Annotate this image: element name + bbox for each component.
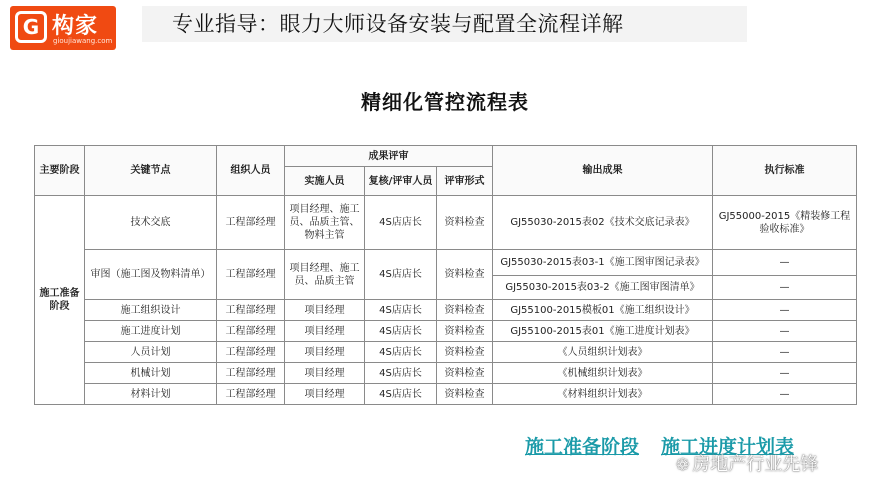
headline: 专业指导：眼力大师设备安装与配置全流程详解 (172, 12, 624, 36)
header-node: 关键节点 (85, 146, 217, 196)
node-cell: 人员计划 (85, 342, 217, 363)
node-cell: 机械计划 (85, 363, 217, 384)
organizer-cell: 工程部经理 (217, 384, 285, 405)
form-cell: 资料检查 (437, 196, 493, 250)
implementer-cell: 项目经理、施工员、品质主管、物料主管 (285, 196, 365, 250)
standard-cell: — (713, 363, 857, 384)
node-cell: 施工组织设计 (85, 300, 217, 321)
standard-cell: — (713, 300, 857, 321)
watermark (676, 450, 818, 476)
organizer-cell: 工程部经理 (217, 342, 285, 363)
logo-name: 构家 (52, 14, 99, 39)
table-row (35, 363, 857, 384)
standard-cell: — (713, 250, 857, 276)
implementer-cell: 项目经理 (285, 300, 365, 321)
implementer-cell: 项目经理 (285, 321, 365, 342)
form-cell: 资料检查 (437, 342, 493, 363)
form-cell: 资料检查 (437, 250, 493, 300)
implementer-cell: 项目经理、施工员、品质主管 (285, 250, 365, 300)
organizer-cell: 工程部经理 (217, 300, 285, 321)
implementer-cell: 项目经理 (285, 342, 365, 363)
table-row (35, 384, 857, 405)
output-cell: GJ55030-2015表03-1《施工图审图记录表》 (493, 250, 713, 276)
table-row (35, 321, 857, 342)
standard-cell: — (713, 276, 857, 300)
node-cell: 审图（施工图及物料清单） (85, 250, 217, 300)
header-implementer: 实施人员 (285, 167, 365, 196)
reviewer-cell: 4S店店长 (365, 300, 437, 321)
header-output: 输出成果 (493, 146, 713, 196)
standard-cell: — (713, 321, 857, 342)
reviewer-cell: 4S店店长 (365, 250, 437, 300)
logo[interactable] (10, 6, 116, 50)
form-cell: 资料检查 (437, 363, 493, 384)
header-standard: 执行标准 (713, 146, 857, 196)
node-cell: 技术交底 (85, 196, 217, 250)
wechat-icon: ❁ (676, 455, 690, 474)
implementer-cell: 项目经理 (285, 384, 365, 405)
reviewer-cell: 4S店店长 (365, 196, 437, 250)
form-cell: 资料检查 (437, 384, 493, 405)
flow-table (34, 145, 857, 405)
stage-cell: 施工准备阶段 (35, 196, 85, 405)
top-bar (0, 0, 890, 52)
reviewer-cell: 4S店店长 (365, 342, 437, 363)
output-cell: 《机械组织计划表》 (493, 363, 713, 384)
table-header-row (35, 146, 857, 167)
reviewer-cell: 4S店店长 (365, 321, 437, 342)
output-cell: GJ55030-2015表03-2《施工图审图清单》 (493, 276, 713, 300)
node-cell: 材料计划 (85, 384, 217, 405)
logo-url: gioujiawang.com (53, 37, 113, 45)
reviewer-cell: 4S店店长 (365, 384, 437, 405)
output-cell: 《材料组织计划表》 (493, 384, 713, 405)
header-stage: 主要阶段 (35, 146, 85, 196)
organizer-cell: 工程部经理 (217, 196, 285, 250)
standard-cell: — (713, 342, 857, 363)
header-review-group: 成果评审 (285, 146, 493, 167)
form-cell: 资料检查 (437, 321, 493, 342)
output-cell: GJ55100-2015表01《施工进度计划表》 (493, 321, 713, 342)
node-cell: 施工进度计划 (85, 321, 217, 342)
organizer-cell: 工程部经理 (217, 363, 285, 384)
implementer-cell: 项目经理 (285, 363, 365, 384)
table-row (35, 250, 857, 276)
header-organizer: 组织人员 (217, 146, 285, 196)
table-title: 精细化管控流程表 (361, 90, 529, 114)
form-cell: 资料检查 (437, 300, 493, 321)
output-cell: 《人员组织计划表》 (493, 342, 713, 363)
link-schedule-plan[interactable]: 施工进度计划表 (661, 436, 795, 458)
link-construction-prep[interactable]: 施工准备阶段 (525, 436, 640, 458)
organizer-cell: 工程部经理 (217, 321, 285, 342)
header-review-form: 评审形式 (437, 167, 493, 196)
table-row (35, 196, 857, 250)
table-row (35, 342, 857, 363)
reviewer-cell: 4S店店长 (365, 363, 437, 384)
organizer-cell: 工程部经理 (217, 250, 285, 300)
table-row (35, 300, 857, 321)
header-reviewer: 复核/评审人员 (365, 167, 437, 196)
logo-icon: G (15, 11, 47, 43)
watermark-text: 房地产行业先锋 (692, 454, 819, 475)
output-cell: GJ55100-2015模板01《施工组织设计》 (493, 300, 713, 321)
standard-cell: GJ55000-2015《精装修工程验收标准》 (713, 196, 857, 250)
output-cell: GJ55030-2015表02《技术交底记录表》 (493, 196, 713, 250)
standard-cell: — (713, 384, 857, 405)
